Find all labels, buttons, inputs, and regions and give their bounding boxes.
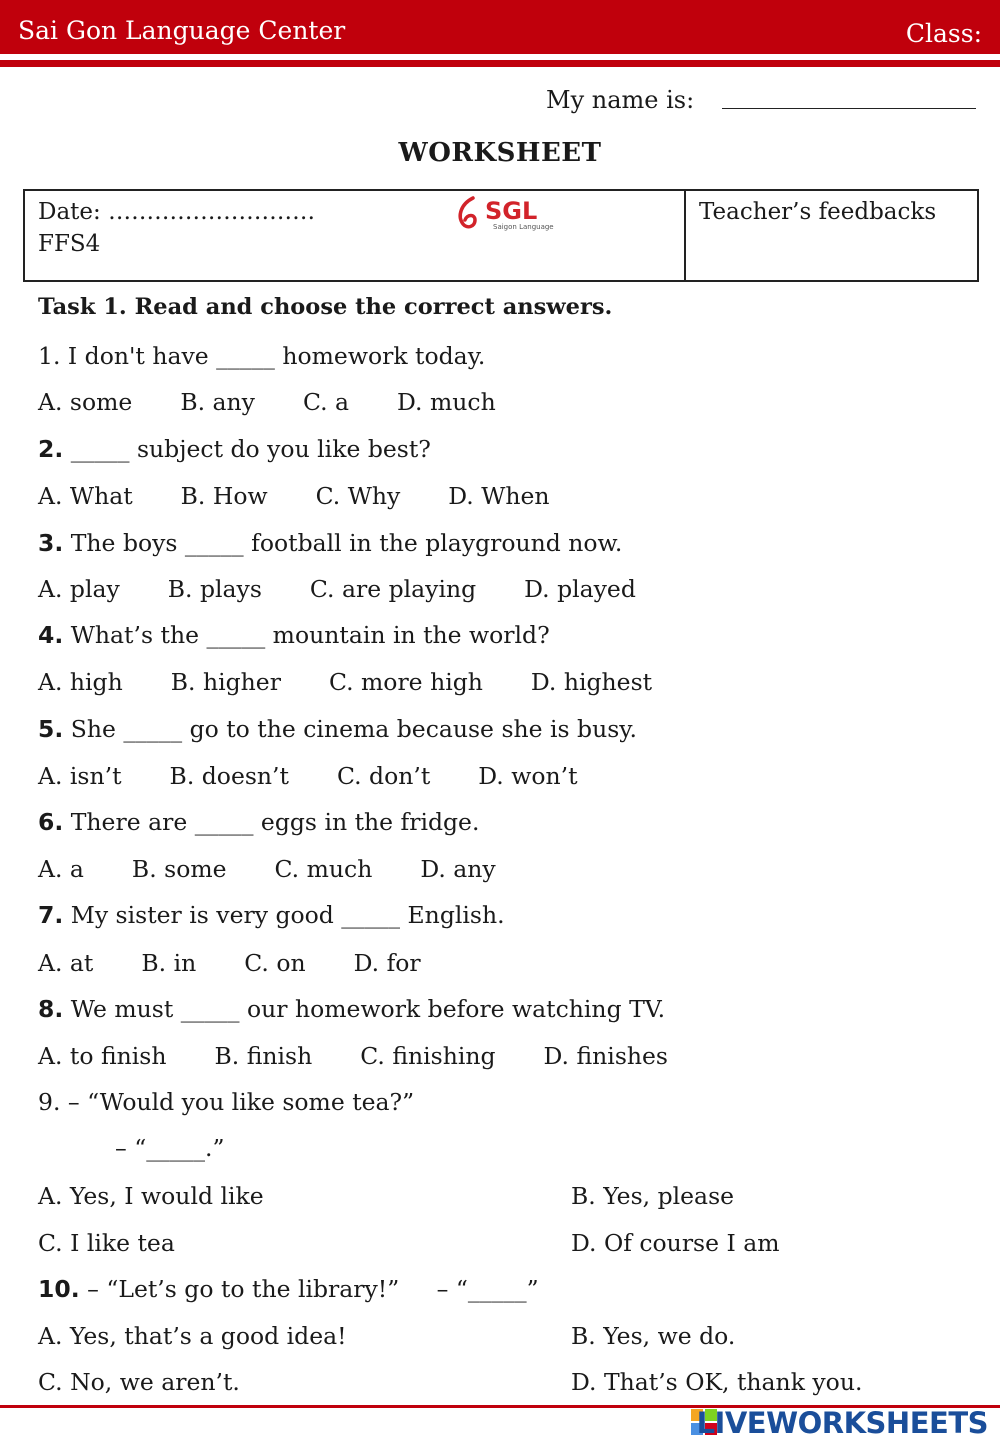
task1-heading: Task 1. Read and choose the correct answers. — [38, 294, 613, 320]
answer-option[interactable]: A. play — [38, 575, 120, 603]
answer-option[interactable]: A. high — [38, 668, 123, 696]
answer-option[interactable]: B. any — [180, 388, 255, 416]
answer-option[interactable]: D. That’s OK, thank you. — [571, 1368, 863, 1396]
question-10 — [38, 1275, 539, 1303]
question-3-options — [38, 575, 636, 603]
answer-option[interactable]: D. won’t — [478, 762, 578, 790]
sgl-logo-subtext: Saigon Language — [493, 223, 554, 231]
question-7-options — [38, 949, 421, 977]
answer-option[interactable]: A. at — [38, 949, 94, 977]
answer-option[interactable]: A. to finish — [38, 1042, 167, 1070]
header-divider — [0, 60, 1000, 67]
question-number: 8. — [38, 995, 64, 1023]
question-5-options — [38, 762, 578, 790]
question-text: We must _____ our homework before watching TV. — [63, 995, 666, 1023]
question-5 — [38, 715, 637, 743]
answer-option[interactable]: A. Yes, I would like — [38, 1182, 264, 1210]
question-1-options — [38, 388, 496, 416]
question-6 — [38, 808, 479, 836]
answer-option[interactable]: D. any — [420, 855, 496, 883]
course-code: FFS4 — [38, 231, 101, 257]
question-1 — [38, 342, 485, 370]
info-box — [23, 189, 979, 282]
question-text: – “Let’s go to the library!” – “_____” — [79, 1275, 539, 1303]
worksheet-title: WORKSHEET — [398, 138, 602, 168]
liveworksheets-brand: LIVEWORKSHEETS — [696, 1406, 988, 1440]
name-input-line[interactable] — [722, 108, 976, 109]
page-header — [0, 0, 1000, 54]
question-2-options — [38, 482, 550, 510]
question-text: I don't have _____ homework today. — [60, 342, 486, 370]
answer-option[interactable]: A. Yes, that’s a good idea! — [38, 1322, 347, 1350]
answer-option[interactable]: C. are playing — [309, 575, 477, 603]
sgl-logo — [455, 194, 565, 234]
question-9-reply: – “_____.” — [115, 1134, 225, 1162]
answer-option[interactable]: C. a — [302, 388, 350, 416]
answer-option[interactable]: A. some — [38, 388, 133, 416]
answer-option[interactable]: C. don’t — [336, 762, 431, 790]
answer-option[interactable]: D. highest — [530, 668, 653, 696]
answer-option[interactable]: D. finishes — [543, 1042, 668, 1070]
answer-option[interactable]: B. Yes, we do. — [571, 1322, 736, 1350]
question-4 — [38, 621, 550, 649]
date-field: Date: ……………………… — [38, 199, 316, 225]
question-text: There are _____ eggs in the fridge. — [63, 808, 480, 836]
question-number: 10. — [38, 1275, 80, 1303]
answer-option[interactable]: C. I like tea — [38, 1229, 175, 1257]
answer-option[interactable]: C. Why — [315, 482, 401, 510]
answer-option[interactable]: B. doesn’t — [169, 762, 289, 790]
question-9: 9. – “Would you like some tea?” — [38, 1088, 415, 1116]
class-label: Class: — [905, 19, 982, 48]
answer-option[interactable]: C. finishing — [360, 1042, 496, 1070]
question-number: 3. — [38, 529, 64, 557]
question-2 — [38, 435, 431, 463]
answer-option[interactable]: D. played — [524, 575, 636, 603]
answer-option[interactable]: D. When — [448, 482, 550, 510]
question-text: What’s the _____ mountain in the world? — [63, 621, 550, 649]
question-6-options — [38, 855, 496, 883]
answer-option[interactable]: D. Of course I am — [571, 1229, 780, 1257]
answer-option[interactable]: B. How — [180, 482, 268, 510]
question-8-options — [38, 1042, 668, 1070]
center-name: Sai Gon Language Center — [18, 16, 346, 45]
answer-option[interactable]: C. much — [274, 855, 373, 883]
info-box-divider — [684, 191, 686, 280]
question-number: 4. — [38, 621, 64, 649]
question-text: The boys _____ football in the playground now. — [63, 529, 623, 557]
question-text: My sister is very good _____ English. — [63, 901, 505, 929]
answer-option[interactable]: D. much — [397, 388, 496, 416]
question-7 — [38, 901, 505, 929]
answer-option[interactable]: A. isn’t — [38, 762, 122, 790]
question-text: _____ subject do you like best? — [63, 435, 431, 463]
answer-option[interactable]: B. plays — [167, 575, 262, 603]
question-3 — [38, 529, 622, 557]
question-4-options — [38, 668, 652, 696]
question-number: 7. — [38, 901, 64, 929]
sgl-logo-text: SGL — [485, 197, 538, 225]
teacher-feedback-label: Teacher’s feedbacks — [699, 199, 937, 225]
answer-option[interactable]: B. Yes, please — [571, 1182, 735, 1210]
answer-option[interactable]: C. No, we aren’t. — [38, 1368, 240, 1396]
answer-option[interactable]: B. some — [131, 855, 227, 883]
question-number: 1. — [38, 342, 61, 370]
question-number: 6. — [38, 808, 64, 836]
question-8 — [38, 995, 665, 1023]
answer-option[interactable]: B. higher — [170, 668, 281, 696]
answer-option[interactable]: B. finish — [214, 1042, 313, 1070]
answer-option[interactable]: C. more high — [328, 668, 483, 696]
answer-option[interactable]: A. What — [38, 482, 133, 510]
question-number: 2. — [38, 435, 64, 463]
question-number: 5. — [38, 715, 64, 743]
question-text: She _____ go to the cinema because she is busy. — [63, 715, 637, 743]
answer-option[interactable]: D. for — [353, 949, 421, 977]
name-label: My name is: — [546, 86, 695, 114]
answer-option[interactable]: A. a — [38, 855, 84, 883]
answer-option[interactable]: C. on — [244, 949, 306, 977]
answer-option[interactable]: B. in — [141, 949, 197, 977]
